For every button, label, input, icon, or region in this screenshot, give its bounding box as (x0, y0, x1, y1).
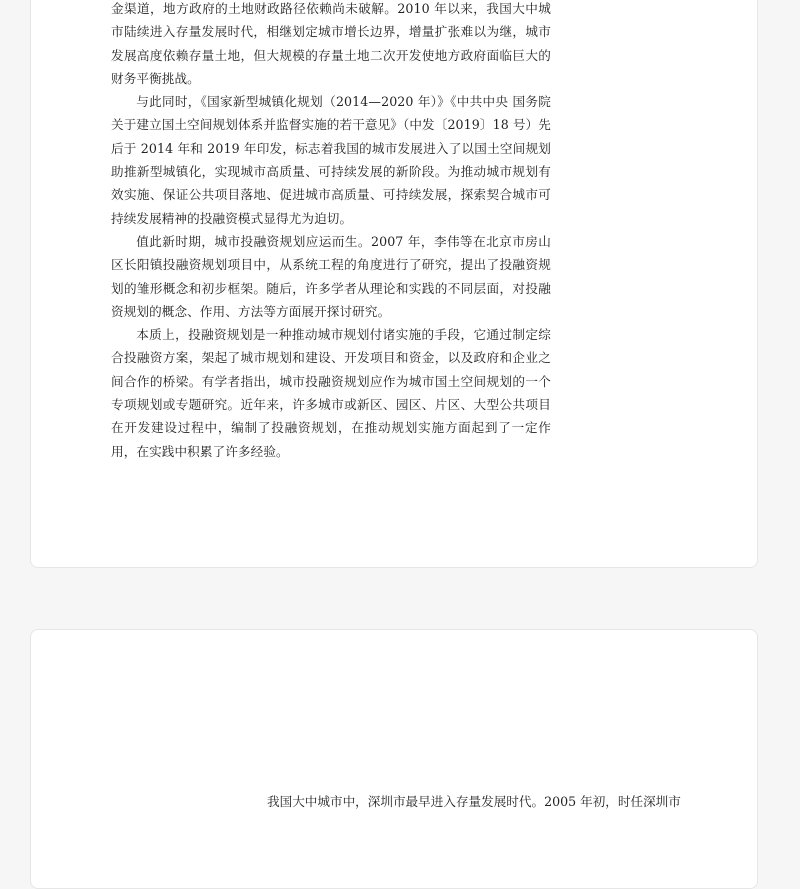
document-page (30, 0, 758, 568)
paragraph-partial: 我国大中城市中，深圳市最早进入存量发展时代。2005 年初，时任深圳市 (267, 794, 681, 809)
paragraph: 与此同时，《国家新型城镇化规划（2014—2020 年）》《中共中央 国务院关于建立国土空间规划体系并监督实施的若干意见》（中发〔2019〕18 号）先后于 2014 年和 2019 年印发，标志着我国的城市发展进入了以国土空间规划助推新型城镇化，实现城市高质量、可持续发展的新阶段。为推动城市规划有效实施、保证公共项目落地、促进城市高质量、可持续发展，探索契合城市可持续发展精神的投融资模式显得尤为迫切。 (111, 94, 551, 226)
page-body-text (111, 0, 551, 463)
paragraph: 本质上，投融资规划是一种推动城市规划付诸实施的手段，它通过制定综合投融资方案，架起了城市规划和建设、开发项目和资金，以及政府和企业之间合作的桥梁。有学者指出，城市投融资规划应作为城市国土空间规划的一个专项规划或专题研究。近年来，许多城市或新区、园区、片区、大型公共项目在开发建设过程中，编制了投融资规划，在推动规划实施方面起到了一定作用，在实践中积累了许多经验。 (111, 327, 551, 459)
document-page (30, 629, 758, 889)
paragraph: 值此新时期，城市投融资规划应运而生。2007 年，李伟等在北京市房山区长阳镇投融资规划项目中，从系统工程的角度进行了研究，提出了投融资规划的雏形概念和初步框架。随后，许多学者从理论和实践的不同层面，对投融资规划的概念、作用、方法等方面展开探讨研究。 (111, 233, 551, 319)
paragraph: 金渠道，地方政府的土地财政路径依赖尚未破解。2010 年以来，我国大中城市陆续进入存量发展时代，相继划定城市增长边界，增量扩张难以为继，城市发展高度依赖存量土地，但大规模的存量土地二次开发使地方政府面临巨大的财务平衡挑战。 (111, 1, 551, 86)
